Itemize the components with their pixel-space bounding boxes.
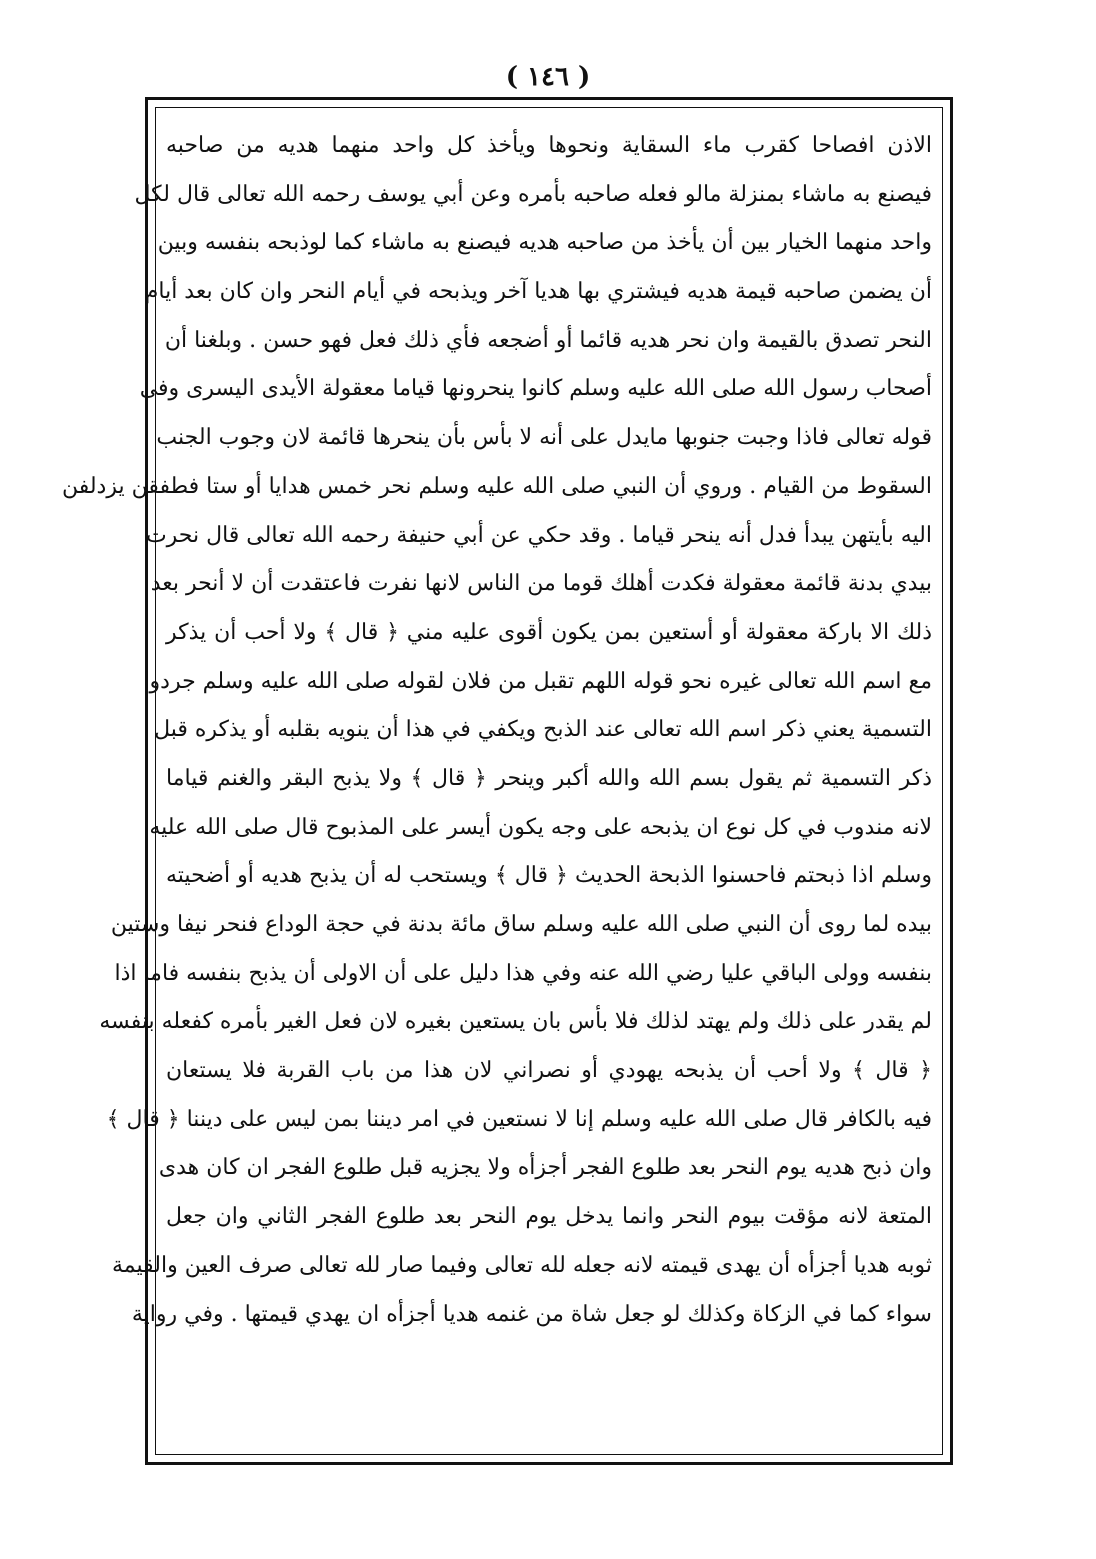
text-line: أن يضمن صاحبه قيمة هديه فيشتري بها هديا آخر ويذبحه في أيام النحر وان كان بعد أيام (144, 279, 932, 305)
page-inner-border (61, 107, 943, 1455)
text-line: ثوبه هديا أجزأه أن يهدى قيمته لانه جعله لله تعالى وفيما صار لله تعالى صرف العين والقيمة (111, 1252, 932, 1278)
text-line: السقوط من القيام . وروي أن النبي صلى الله عليه وسلم نحر خمس هدايا أو ستا فطفقن يزدلفن (61, 473, 932, 499)
text-line: فيه بالكافر قال صلى الله عليه وسلم إنا لا نستعين في امر ديننا بمن ليس على ديننا ﴿ قال ﴾ (106, 1106, 932, 1132)
text-line: ذكر التسمية ثم يقول بسم الله والله أكبر وينحر ﴿ قال ﴾ ولا يذبح البقر والغنم قياما (166, 765, 932, 791)
text-line: الاذن افصاحا كقرب ماء السقاية ونحوها ويأخذ كل واحد منهما هديه من صاحبه (166, 133, 932, 158)
text-line: النحر تصدق بالقيمة وان نحر هديه قائما أو أضجعه فأي ذلك فعل فهو حسن . وبلغنا أن (164, 327, 932, 353)
text-line: بيدي بدنة قائمة معقولة فكدت أهلك قوما من الناس لانها نفرت فاعتقدت أن لا أنحر بعد (150, 571, 932, 597)
page-number: ( ١٤٦ ) (505, 62, 591, 92)
text-line: لم يقدر على ذلك ولم يهتد لذلك فلا بأس بان يستعين بغيره لان فعل الغير بأمره كفعله بنفسه (99, 1009, 932, 1035)
text-body (61, 122, 932, 1444)
text-line: واحد منهما الخيار بين أن يأخذ من صاحبه هديه فيصنع به ماشاء كما لوذبحه بنفسه وبين (157, 230, 932, 256)
text-line: المتعة لانه مؤقت بيوم النحر وانما يدخل يوم النحر بعد طلوع الفجر الثاني وان جعل (166, 1204, 932, 1230)
text-line: وان ذبح هديه يوم النحر بعد طلوع الفجر أجزأه ولا يجزيه قبل طلوع الفجر ان كان هدى (158, 1155, 932, 1181)
text-line: التسمية يعني ذكر اسم الله تعالى عند الذبح ويكفي في هذا أن ينويه بقلبه أو يذكره قبل (154, 717, 932, 743)
text-line: بيده لما روى أن النبي صلى الله عليه وسلم ساق مائة بدنة في حجة الوداع فنحر نيفا وستين (110, 912, 932, 937)
text-line: ﴿ قال ﴾ ولا أحب أن يذبحه يهودي أو نصراني لان هذا من باب القربة فلا يستعان (166, 1058, 932, 1084)
text-line: بنفسه وولى الباقي عليا رضي الله عنه وفي هذا دليل على أن الاولى أن يذبح بنفسه فاما اذا (114, 960, 932, 986)
text-line: لانه مندوب في كل نوع ان يذبحه على وجه يكون أيسر على المذبوح قال صلى الله عليه (149, 814, 932, 840)
text-line: ذلك الا باركة معقولة أو أستعين بمن يكون أقوى عليه مني ﴿ قال ﴾ ولا أحب أن يذكر (166, 619, 932, 645)
text-line: مع اسم الله تعالى غيره نحو قوله اللهم تقبل من فلان لقوله صلى الله عليه وسلم جردوا (143, 668, 932, 694)
text-line: فيصنع به ماشاء بمنزلة مالو فعله صاحبه بأمره وعن أبي يوسف رحمه الله تعالى قال لكل (134, 181, 932, 207)
text-line: أصحاب رسول الله صلى الله عليه وسلم كانوا ينحرونها قياما معقولة الأيدى اليسرى وفى (139, 376, 932, 402)
text-line: قوله تعالى فاذا وجبت جنوبها مايدل على أنه لا بأس بأن ينحرها قائمة لان وجوب الجنب (156, 425, 932, 451)
text-line: وسلم اذا ذبحتم فاحسنوا الذبحة الحديث ﴿ قال ﴾ ويستحب له أن يذبح هديه أو أضحيته (166, 863, 932, 889)
page-border (61, 97, 953, 1465)
text-line: سواء كما في الزكاة وكذلك لو جعل شاة من غنمه هديا أجزأه ان يهدي قيمتها . وفي رواية (131, 1301, 932, 1327)
text-line: اليه بأيتهن يبدأ فدل أنه ينحر قياما . وقد حكي عن أبي حنيفة رحمه الله تعالى قال نحرت (145, 522, 932, 548)
